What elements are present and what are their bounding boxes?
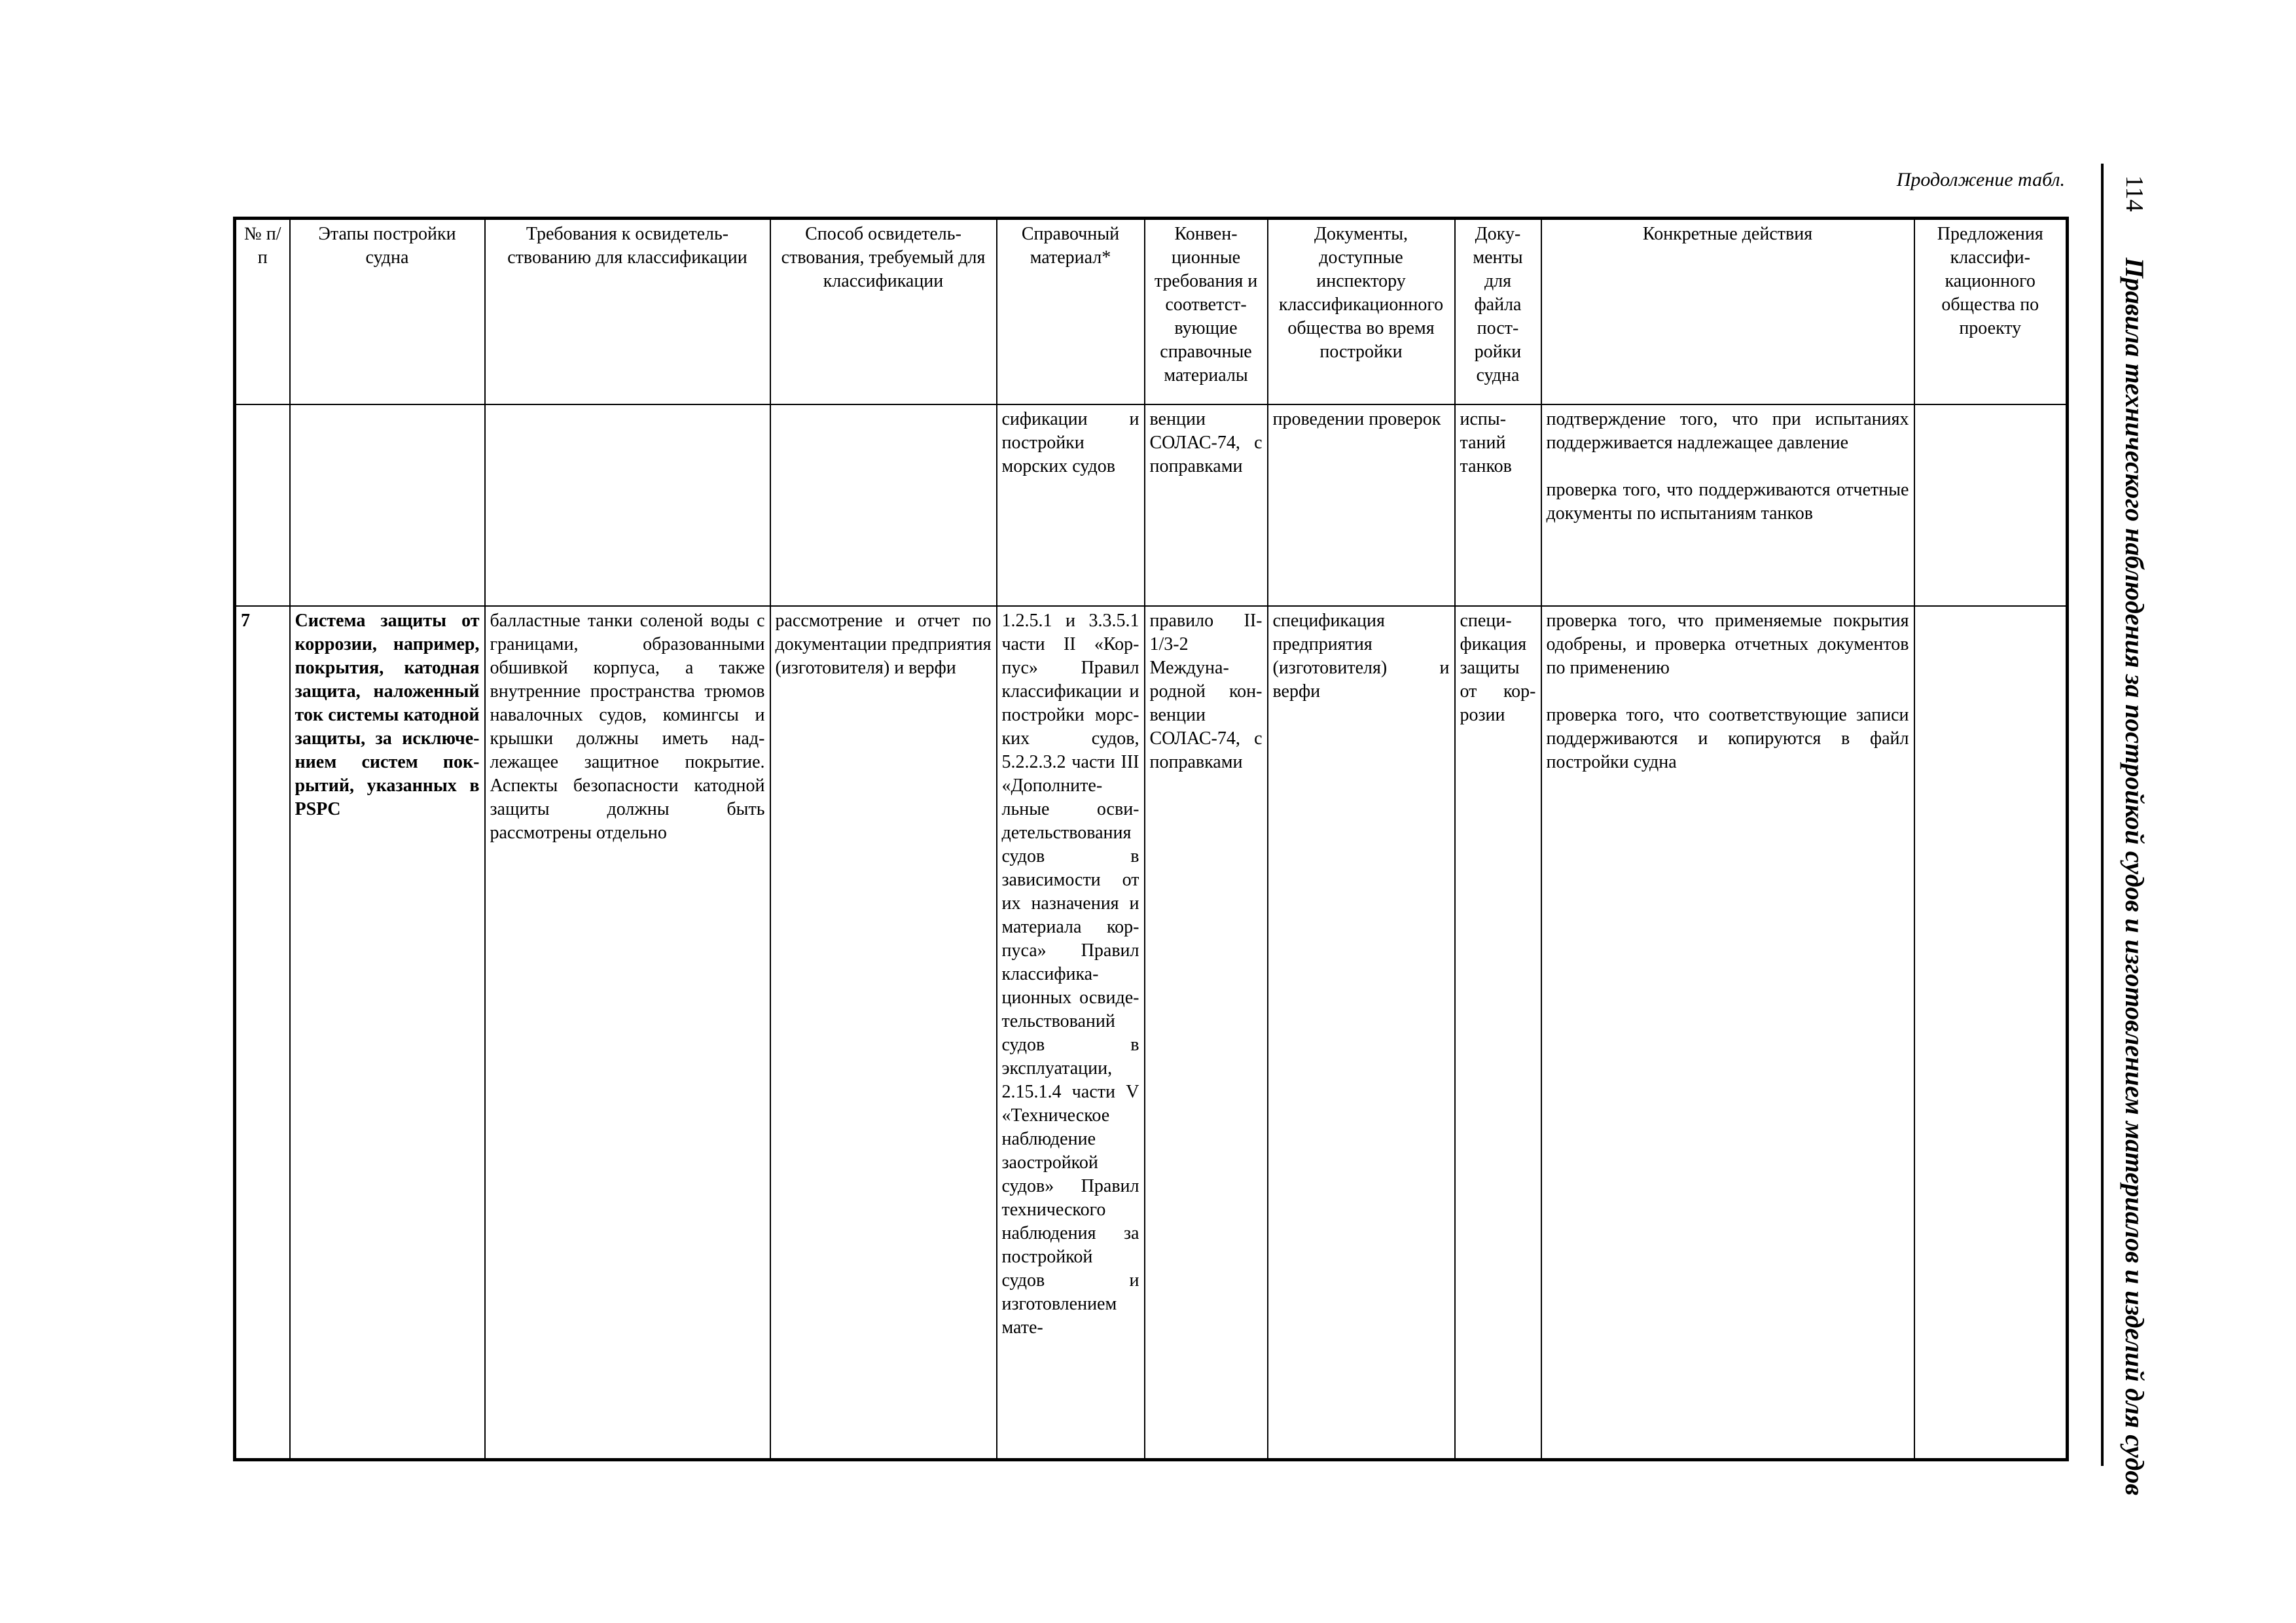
cell-number (235, 404, 290, 606)
header-proposals: Предложения классификационного общества по проекту (1914, 219, 2068, 404)
cell-actions (1541, 606, 1914, 1460)
running-header (2101, 164, 2166, 1496)
cell-requirements: балластные танки соленой воды с границами, образованными обшивкой корпуса, а также внутренние пространства трюмов навалочных судов, комингсы и крышки должны иметь надлежащее защитное покрытие. Аспекты безопасности катодной защиты должны быть рассмотрены отдельно (485, 606, 770, 1460)
page-number: 114 (2121, 175, 2149, 212)
header-method: Способ освидетельствования, требуемый для классификации (770, 219, 997, 404)
table-row (235, 606, 2068, 1460)
cell-proposals (1914, 404, 2068, 606)
cell-number: 7 (235, 606, 290, 1460)
header-row (235, 219, 2068, 404)
header-number: № п/п (235, 219, 290, 404)
header-file: Документы для файла постройки судна (1455, 219, 1541, 404)
cell-requirements (485, 404, 770, 606)
action-text: проверка того, что применяемые покрытия одобрены, и проверка отчетных документов по применению (1546, 610, 1909, 678)
cell-documents: спецификация предприятия (изготовителя) и верфи (1268, 606, 1455, 1460)
running-title: Правила технического наблюдения за постройкой судов и изготовлением материалов и изделий для судов (2120, 257, 2149, 1496)
cell-documents: проведении проверок (1268, 404, 1455, 606)
action-text: проверка того, что поддерживаются отчетные документы по испытаниям танков (1546, 479, 1909, 524)
header-stage: Этапы постройки судна (290, 219, 485, 404)
cell-reference: сификации и постройки морских судов (997, 404, 1145, 606)
continuation-label: Продолжение табл. (1896, 169, 2065, 190)
header-documents: Документы, доступные инспектору классификационного общества во время постройки (1268, 219, 1455, 404)
cell-method: рассмотрение и отчет по документации предприятия (изготовителя) и верфи (770, 606, 997, 1460)
requirements-table (233, 217, 2069, 1461)
cell-stage: Система защиты от коррозии, например, покрытия, катодная защита, наложенный ток системы катодной защиты, за исключением систем покрытий, указанных в PSPC (290, 606, 485, 1460)
cell-file: спецификация защиты от коррозии (1455, 606, 1541, 1460)
header-convention: Конвенционные требования и соответствующие справочные материалы (1145, 219, 1268, 404)
cell-actions (1541, 404, 1914, 606)
cell-file: испытаний танков (1455, 404, 1541, 606)
cell-reference: 1.2.5.1 и 3.3.5.1 части II «Корпус» Правил классификации и постройки морских судов, 5.2.2.3.2 части III «Дополнительные освидетельствования судов в зависимости от их назначения и материала корпуса» Правил классификационных освидетельствований судов в эксплуатации, 2.15.1.4 части V «Техническое наблюдение заостройкой судов» Правил технического наблюдения за постройкой судов и изготовлением мате- (997, 606, 1145, 1460)
cell-proposals (1914, 606, 2068, 1460)
cell-convention: правило II-1/3-2 Международной конвенции СОЛАС-74, с поправками (1145, 606, 1268, 1460)
table-row (235, 404, 2068, 606)
cell-convention: венции СОЛАС-74, с поправками (1145, 404, 1268, 606)
action-text: подтверждение того, что при испытаниях поддерживается надлежащее давление (1546, 408, 1909, 453)
cell-stage (290, 404, 485, 606)
header-requirements: Требования к освидетельствованию для классификации (485, 219, 770, 404)
cell-method (770, 404, 997, 606)
action-text: проверка того, что соответствующие записи поддерживаются и копируются в файл постройки судна (1546, 704, 1909, 772)
header-reference: Справочный материал* (997, 219, 1145, 404)
header-actions: Конкретные действия (1541, 219, 1914, 404)
